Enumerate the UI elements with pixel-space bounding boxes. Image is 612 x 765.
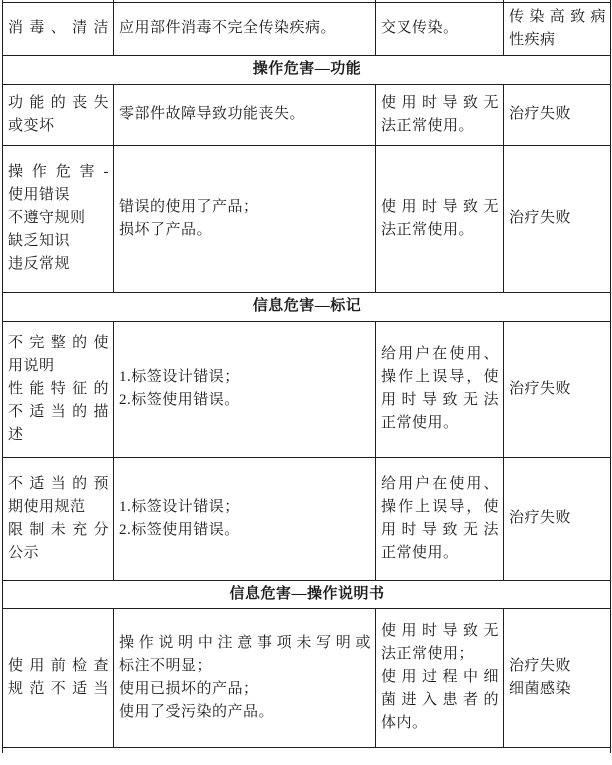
cell-line: 1.标签设计错误；	[119, 498, 240, 515]
table-cell	[504, 145, 611, 292]
cell-line: 使用错误	[8, 187, 71, 203]
section-header: 操作危害—功能	[3, 55, 611, 84]
cropped-cell	[3, 747, 611, 753]
cell-line: 规范不适当	[8, 680, 109, 697]
cell-line: 法正常使用。	[381, 117, 475, 134]
cell-line: 零部件故障导致功能丧失。	[119, 106, 306, 122]
cell-line: 违反常规	[8, 256, 71, 272]
table-row	[3, 145, 611, 292]
table-body	[3, 0, 611, 753]
cell-line: 功能的丧失	[8, 94, 109, 111]
cell-line: 操作上误导，使	[381, 498, 499, 515]
table-cell	[3, 145, 114, 292]
table-row	[3, 321, 611, 457]
section-header-row	[3, 55, 611, 84]
table-cell	[504, 608, 611, 747]
hazard-analysis-table	[2, 0, 611, 753]
table-cell	[114, 2, 376, 55]
cell-line: 操作说明中注意事项未写明或	[119, 634, 371, 651]
cell-line: 交叉传染。	[381, 20, 459, 36]
table-cell	[114, 608, 376, 747]
cell-line: 正常使用。	[381, 544, 459, 561]
cell-line: 细菌感染	[509, 680, 572, 697]
cell-line: 体内。	[381, 715, 428, 731]
cell-line: 不适当的预	[8, 475, 109, 492]
table-cell	[504, 2, 611, 55]
cell-line: 2.标签使用错误。	[119, 392, 240, 408]
cell-line: 治疗失败	[509, 510, 572, 526]
section-header-row	[3, 580, 611, 608]
table-cell	[376, 145, 504, 292]
cell-line: 应用部件消毒不完全传染疾病。	[119, 20, 337, 36]
table-cell	[3, 321, 114, 457]
section-header-row	[3, 292, 611, 321]
table-cell	[3, 608, 114, 747]
cell-line: 治疗失败	[509, 106, 572, 122]
table-row	[3, 84, 611, 145]
cell-line: 性疾病	[509, 31, 556, 48]
cell-line: 使用已损坏的产品；	[119, 680, 259, 697]
cell-line: 操作上误导，使	[381, 369, 499, 385]
cell-line: 消毒、清洁	[8, 20, 109, 36]
cell-line: 使用时导致无	[381, 198, 499, 215]
cell-line: 公示	[8, 544, 40, 561]
cell-line: 正常使用。	[381, 415, 459, 431]
table-cell	[3, 2, 114, 55]
cell-line: 用时导致无法	[381, 392, 499, 408]
cell-line: 法正常使用；	[381, 646, 475, 662]
cell-line: 或变坏	[8, 117, 55, 134]
table-row	[3, 457, 611, 580]
table-cell	[3, 84, 114, 145]
cell-line: 使用时导致无	[381, 94, 499, 111]
cell-line: 治疗失败	[509, 210, 572, 226]
cell-line: 使用过程中细	[381, 669, 499, 685]
table-cell	[3, 457, 114, 580]
cell-line: 治疗失败	[509, 380, 572, 397]
table-cell	[114, 145, 376, 292]
cell-line: 标注不明显；	[119, 657, 213, 674]
table-cell	[376, 457, 504, 580]
cell-line: 给用户在使用、	[381, 475, 499, 492]
cropped-row-bottom	[3, 747, 611, 753]
table-cell	[504, 84, 611, 145]
cell-line: 述	[8, 426, 24, 443]
cell-line: 不适当的描	[8, 403, 109, 420]
table-cell	[114, 457, 376, 580]
table-cell	[376, 84, 504, 145]
cell-line: 用时导致无法	[381, 521, 499, 538]
cell-line: 使用时导致无	[381, 623, 499, 639]
cell-line: 法正常使用。	[381, 221, 475, 238]
cell-line: 2.标签使用错误。	[119, 521, 240, 538]
cell-line: 治疗失败	[509, 657, 572, 674]
section-header: 信息危害—标记	[3, 292, 611, 321]
table-cell	[114, 84, 376, 145]
table-cell	[376, 2, 504, 55]
table-row	[3, 608, 611, 747]
cell-line: 限制未充分	[8, 521, 109, 538]
cell-line: 期使用规范	[8, 498, 86, 515]
table-cell	[114, 321, 376, 457]
table-cell	[376, 608, 504, 747]
cell-line: 给用户在使用、	[381, 346, 499, 362]
cell-line: 1.标签设计错误；	[119, 369, 240, 385]
table-row	[3, 2, 611, 55]
section-header: 信息危害—操作说明书	[3, 580, 611, 608]
cell-line: 不遵守规则	[8, 210, 86, 226]
cell-line: 菌进入患者的	[381, 692, 499, 708]
cell-line: 用说明	[8, 357, 55, 374]
cell-line: 使用前检查	[8, 657, 109, 674]
table-cell	[504, 321, 611, 457]
cell-line: 损坏了产品。	[119, 221, 213, 238]
cell-line: 传染高致病	[509, 8, 606, 25]
table-cell	[376, 321, 504, 457]
cell-line: 错误的使用了产品；	[119, 198, 259, 215]
cell-line: 缺乏知识	[8, 233, 71, 249]
cell-line: 不完整的使	[8, 334, 109, 351]
cell-line: 性能特征的	[8, 380, 109, 397]
table-cell	[504, 457, 611, 580]
cell-line: 使用了受污染的产品。	[119, 703, 275, 720]
cell-line: 操作危害-	[8, 164, 109, 180]
